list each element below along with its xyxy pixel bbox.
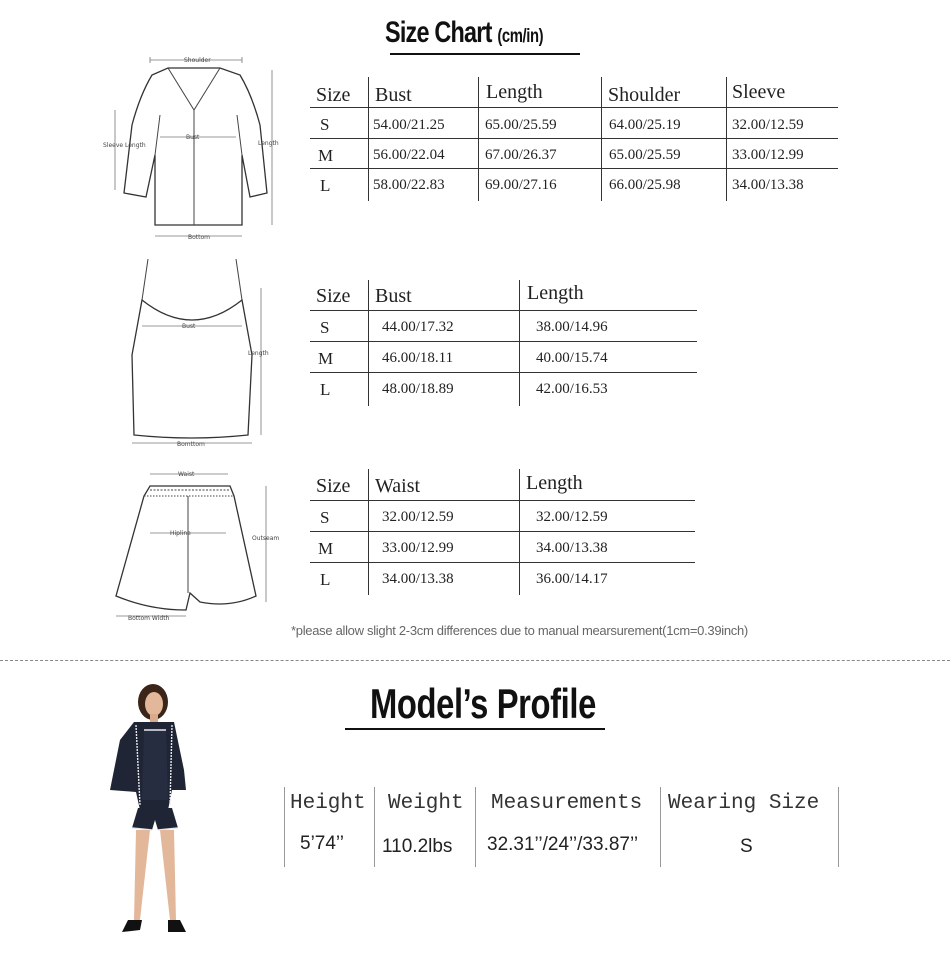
shorts-row-l-size: L [320,570,331,589]
measurement-note: *please allow slight 2-3cm differences due to manual mearsurement(1cm=0.39inch) [291,623,748,638]
model-header-measurements: Measurements [491,792,643,815]
cami-bottom-label: Bomttom [177,441,205,448]
shorts-row-m-waist: 33.00/12.99 [382,540,454,556]
top-header-shoulder: Shoulder [608,84,681,106]
model-value-measurements: 32.31’’/24’’/33.87’’ [487,834,639,855]
model-header-wearing-size: Wearing Size [668,792,820,815]
shorts-row-s-length: 32.00/12.59 [536,509,608,525]
top-header-length: Length [486,81,543,103]
size-chart-title-underline [390,53,580,55]
shorts-row-m-length: 34.00/13.38 [536,540,608,556]
top-table-rule [310,168,838,169]
cami-row-l-bust: 48.00/18.89 [382,381,454,397]
top-row-m-shoulder: 65.00/25.59 [609,147,681,163]
top-bottom-label: Bottom [188,234,211,241]
cami-row-m-size: M [318,349,334,368]
top-row-m-size: M [318,146,334,165]
cami-length-label: Length [248,350,269,357]
top-row-m-length: 67.00/26.37 [485,147,557,163]
cami-row-l-size: L [320,380,331,399]
top-row-m-sleeve: 33.00/12.99 [732,147,804,163]
top-header-bust: Bust [375,84,412,106]
cami-row-s-length: 38.00/14.96 [536,319,608,335]
model-table-divider [374,787,375,867]
model-header-weight: Weight [388,792,464,815]
model-value-height: 5’74’’ [300,833,345,854]
top-table-divider [601,77,602,201]
shorts-table-divider [368,469,369,595]
cami-row-m-bust: 46.00/18.11 [382,350,454,366]
top-header-size: Size [316,84,351,106]
shorts-header-waist: Waist [375,475,421,497]
shorts-row-l-waist: 34.00/13.38 [382,571,454,587]
top-sketch [100,55,290,245]
size-chart-title: Size Chart (cm/in) [385,16,544,49]
shorts-table-divider [519,469,520,595]
cami-header-size: Size [316,285,351,307]
top-table-divider [368,77,369,201]
top-length-label: Length [258,140,279,147]
top-shoulder-label: Shoulder [184,57,211,64]
shorts-hipline-label: Hipline [170,530,191,537]
shorts-row-s-waist: 32.00/12.59 [382,509,454,525]
cami-header-bust: Bust [375,285,412,307]
shorts-header-length: Length [526,472,583,494]
top-table-divider [478,77,479,201]
top-row-s-length: 65.00/25.59 [485,117,557,133]
model-value-weight: 110.2lbs [382,836,453,857]
shorts-row-l-length: 36.00/14.17 [536,571,608,587]
shorts-outseam-label: Outseam [252,535,280,542]
shorts-sketch [110,468,290,628]
cami-table-divider [368,280,369,406]
shorts-waist-label: Waist [178,471,195,478]
top-row-s-sleeve: 32.00/12.59 [732,117,804,133]
model-value-wearing-size: S [740,836,753,857]
top-table-divider [726,77,727,201]
top-sleeve-label: Sleeve Length [103,142,146,149]
top-row-l-bust: 58.00/22.83 [373,177,445,193]
model-profile-underline [345,728,605,730]
cami-table-divider [519,280,520,406]
cami-row-s-size: S [320,318,330,337]
shorts-row-s-size: S [320,508,330,527]
shorts-row-m-size: M [318,539,334,558]
cami-row-l-length: 42.00/16.53 [536,381,608,397]
top-row-s-bust: 54.00/21.25 [373,117,445,133]
top-row-l-size: L [320,176,331,195]
cami-header-length: Length [527,282,584,304]
model-profile-title: Model’s Profile [370,680,596,727]
top-row-m-bust: 56.00/22.04 [373,147,445,163]
shorts-bottom-width-label: Bottom Width [128,615,170,622]
cami-sketch [120,255,280,455]
top-row-l-length: 69.00/27.16 [485,177,557,193]
model-table-divider [284,787,285,867]
top-table-rule [310,138,838,139]
top-row-s-size: S [320,115,330,134]
top-table-rule [310,107,838,108]
cami-row-m-length: 40.00/15.74 [536,350,608,366]
top-row-l-shoulder: 66.00/25.98 [609,177,681,193]
model-photo [100,680,200,955]
cami-bust-label: Bust [182,323,196,330]
section-divider [0,660,950,661]
top-header-sleeve: Sleeve [732,81,786,103]
top-row-l-sleeve: 34.00/13.38 [732,177,804,193]
cami-row-s-bust: 44.00/17.32 [382,319,454,335]
top-row-s-shoulder: 64.00/25.19 [609,117,681,133]
shorts-header-size: Size [316,475,351,497]
size-chart-unit: (cm/in) [497,26,544,47]
top-bust-label: Bust [186,134,200,141]
model-header-height: Height [290,792,366,815]
model-table-divider [660,787,661,867]
model-table-divider [838,787,839,867]
model-table-divider [475,787,476,867]
